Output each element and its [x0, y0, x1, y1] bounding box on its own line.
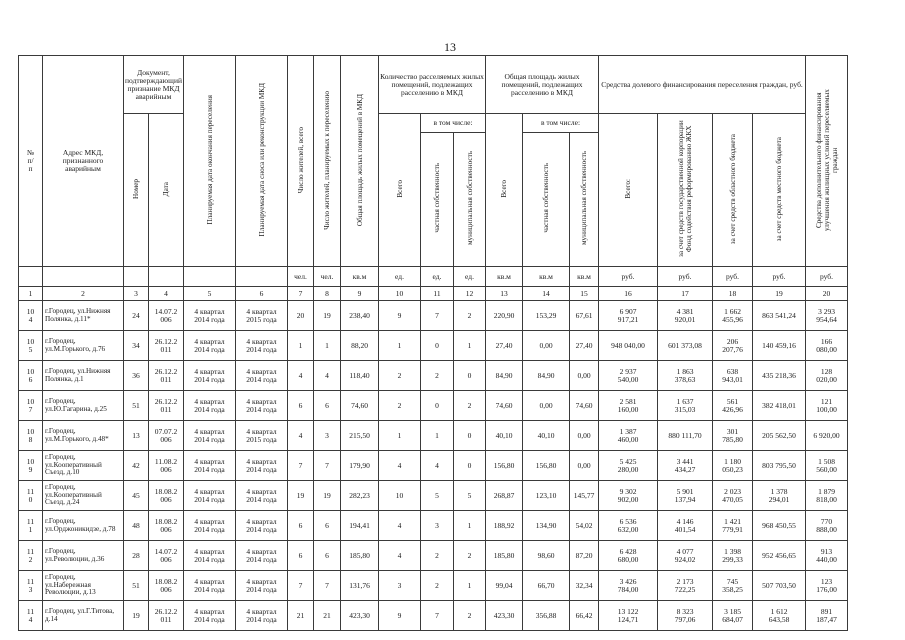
planned-end-cell: 4 квартал 2014 года	[184, 361, 236, 391]
rooms-municipal-cell: 2	[454, 541, 486, 571]
residents-total-cell: 7	[288, 571, 314, 601]
unit-cell: ед.	[454, 267, 486, 287]
area-municipal-cell: 54,02	[570, 511, 599, 541]
fin-total-cell: 6 428 680,00	[599, 541, 658, 571]
residents-planned-cell: 1	[314, 331, 341, 361]
col-header-rooms-municipal: муниципальная собственность	[454, 132, 486, 266]
area-total-cell: 27,40	[486, 331, 523, 361]
planned-demolish-cell: 4 квартал 2014 года	[236, 571, 288, 601]
local-cell: 803 795,50	[753, 451, 806, 481]
area-total-cell: 220,90	[486, 301, 523, 331]
col-header-residents-planned: Число жителей, планируемых к переселению	[314, 56, 341, 267]
col-header-area-including: в том числе:	[523, 114, 599, 133]
total-area-cell: 238,40	[341, 301, 379, 331]
col-header-rooms-group: Количество расселяемых жилых помещений, подлежащих расселению в МКД	[379, 56, 486, 114]
col-header-regional: за счет средств областного бюджета	[713, 114, 753, 267]
unit-cell: руб.	[753, 267, 806, 287]
column-numbers-row	[19, 287, 848, 301]
area-total-cell: 156,80	[486, 451, 523, 481]
local-cell: 205 562,50	[753, 421, 806, 451]
col-header-area-group: Общая площадь жилых помещений, подлежащих расселению в МКД	[486, 56, 599, 114]
total-area-cell: 74,60	[341, 391, 379, 421]
fin-total-cell: 13 122 124,71	[599, 601, 658, 631]
table-row	[19, 421, 848, 451]
rooms-private-cell: 1	[421, 421, 454, 451]
total-area-cell: 88,20	[341, 331, 379, 361]
planned-demolish-cell: 4 квартал 2015 года	[236, 301, 288, 331]
area-private-cell: 66,70	[523, 571, 570, 601]
fund-cell: 2 173 722,25	[658, 571, 713, 601]
col-header-planned-demolish: Планируемая дата сноса или реконструкции МКД	[236, 56, 288, 267]
planned-demolish-cell: 4 квартал 2014 года	[236, 511, 288, 541]
rooms-private-cell: 0	[421, 331, 454, 361]
table-row	[19, 481, 848, 511]
regional-cell: 1 398 299,33	[713, 541, 753, 571]
col-header-area-municipal: муниципальная собственность	[570, 132, 599, 266]
address-cell: г.Городец, ул.Орджоникидзе, д.78	[43, 511, 124, 541]
fund-cell: 4 146 401,54	[658, 511, 713, 541]
regional-cell: 1 662 455,96	[713, 301, 753, 331]
area-municipal-cell: 67,61	[570, 301, 599, 331]
area-private-cell: 40,10	[523, 421, 570, 451]
col-number: 16	[599, 287, 658, 301]
address-cell: г.Городец, ул.Набережная Революции, д.13	[43, 571, 124, 601]
col-header-local: за счет средств местного бюджета	[753, 114, 806, 267]
rooms-total-cell: 9	[379, 301, 421, 331]
doc-date-cell: 18.08.2 006	[149, 511, 184, 541]
doc-date-cell: 26.12.2 011	[149, 391, 184, 421]
col-number: 15	[570, 287, 599, 301]
fin-total-cell: 6 536 632,00	[599, 511, 658, 541]
table-row	[19, 451, 848, 481]
col-number: 10	[379, 287, 421, 301]
area-private-cell: 134,90	[523, 511, 570, 541]
rooms-private-cell: 2	[421, 571, 454, 601]
fin-total-cell: 9 302 902,00	[599, 481, 658, 511]
doc-number-cell: 24	[124, 301, 149, 331]
rooms-total-cell: 2	[379, 391, 421, 421]
rooms-total-cell: 2	[379, 361, 421, 391]
rooms-private-cell: 2	[421, 361, 454, 391]
residents-planned-cell: 4	[314, 361, 341, 391]
additional-cell: 1 879 818,00	[806, 481, 848, 511]
residents-planned-cell: 7	[314, 571, 341, 601]
col-header-rooms-including: в том числе:	[421, 114, 486, 133]
regional-cell: 1 421 779,91	[713, 511, 753, 541]
additional-cell: 770 888,00	[806, 511, 848, 541]
col-number: 6	[236, 287, 288, 301]
area-total-cell: 99,04	[486, 571, 523, 601]
col-number: 12	[454, 287, 486, 301]
rooms-municipal-cell: 2	[454, 601, 486, 631]
doc-date-cell: 18.08.2 006	[149, 481, 184, 511]
fund-cell: 3 441 434,27	[658, 451, 713, 481]
address-cell: г.Городец, ул.Революции, д.36	[43, 541, 124, 571]
fund-cell: 1 637 315,03	[658, 391, 713, 421]
row-number: 10 7	[19, 391, 43, 421]
area-total-cell: 40,10	[486, 421, 523, 451]
area-total-cell: 423,30	[486, 601, 523, 631]
address-cell: г.Городец, ул.Кооперативный Съезд, д.10	[43, 451, 124, 481]
row-number: 10 5	[19, 331, 43, 361]
additional-cell: 913 440,00	[806, 541, 848, 571]
local-cell: 1 612 643,58	[753, 601, 806, 631]
residents-total-cell: 6	[288, 511, 314, 541]
planned-end-cell: 4 квартал 2014 года	[184, 391, 236, 421]
additional-cell: 1 508 560,00	[806, 451, 848, 481]
total-area-cell: 282,23	[341, 481, 379, 511]
residents-planned-cell: 6	[314, 391, 341, 421]
fin-total-cell: 948 040,00	[599, 331, 658, 361]
local-cell: 1 378 294,01	[753, 481, 806, 511]
col-header-area-private: частная собственность	[523, 132, 570, 266]
unit-cell: кв.м	[341, 267, 379, 287]
area-private-cell: 356,88	[523, 601, 570, 631]
total-area-cell: 185,80	[341, 541, 379, 571]
additional-cell: 3 293 954,64	[806, 301, 848, 331]
total-area-cell: 423,30	[341, 601, 379, 631]
planned-demolish-cell: 4 квартал 2014 года	[236, 601, 288, 631]
area-municipal-cell: 27,40	[570, 331, 599, 361]
fin-total-cell: 1 387 460,00	[599, 421, 658, 451]
total-area-cell: 179,90	[341, 451, 379, 481]
residents-total-cell: 21	[288, 601, 314, 631]
col-header-area-total: Всего	[486, 114, 523, 267]
rooms-total-cell: 3	[379, 571, 421, 601]
rooms-municipal-cell: 1	[454, 331, 486, 361]
fund-cell: 1 863 378,63	[658, 361, 713, 391]
additional-cell: 166 080,00	[806, 331, 848, 361]
planned-end-cell: 4 квартал 2014 года	[184, 601, 236, 631]
rooms-total-cell: 1	[379, 421, 421, 451]
doc-date-cell: 26.12.2 011	[149, 601, 184, 631]
regional-cell: 2 023 470,05	[713, 481, 753, 511]
planned-demolish-cell: 4 квартал 2014 года	[236, 361, 288, 391]
area-municipal-cell: 0,00	[570, 421, 599, 451]
rooms-municipal-cell: 2	[454, 391, 486, 421]
col-number: 5	[184, 287, 236, 301]
col-header-total-area: Общая площадь жилых помещений в МКД	[341, 56, 379, 267]
row-number: 10 4	[19, 301, 43, 331]
regional-cell: 638 943,01	[713, 361, 753, 391]
planned-demolish-cell: 4 квартал 2014 года	[236, 451, 288, 481]
doc-number-cell: 13	[124, 421, 149, 451]
rooms-private-cell: 7	[421, 601, 454, 631]
row-number: 10 9	[19, 451, 43, 481]
fund-cell: 8 323 797,06	[658, 601, 713, 631]
residents-planned-cell: 7	[314, 451, 341, 481]
unit-cell: руб.	[658, 267, 713, 287]
unit-cell: кв.м	[523, 267, 570, 287]
local-cell: 952 456,65	[753, 541, 806, 571]
address-cell: г.Городец, ул.Нижняя Полянка, д.11*	[43, 301, 124, 331]
total-area-cell: 118,40	[341, 361, 379, 391]
rooms-total-cell: 9	[379, 601, 421, 631]
residents-planned-cell: 19	[314, 481, 341, 511]
regional-cell: 745 358,25	[713, 571, 753, 601]
address-cell: г.Городец, ул.Нижняя Полянка, д.1	[43, 361, 124, 391]
col-header-additional: Средства дополнительного финансирования улучшения жилищных условий переселяемых граждан	[806, 56, 848, 267]
rooms-total-cell: 4	[379, 451, 421, 481]
rooms-municipal-cell: 0	[454, 361, 486, 391]
fund-cell: 601 373,08	[658, 331, 713, 361]
rooms-private-cell: 7	[421, 301, 454, 331]
unit-cell: кв.м	[486, 267, 523, 287]
fin-total-cell: 6 907 917,21	[599, 301, 658, 331]
col-header-doc-date: Дата	[149, 114, 184, 267]
total-area-cell: 194,41	[341, 511, 379, 541]
residents-planned-cell: 19	[314, 301, 341, 331]
col-header-fund: за счет средств государственной корпорации Фонд содействия реформированию ЖКХ	[658, 114, 713, 267]
row-number: 11 1	[19, 511, 43, 541]
table-row	[19, 601, 848, 631]
residents-planned-cell: 3	[314, 421, 341, 451]
address-cell: г.Городец, ул.Кооперативный Съезд, д.24	[43, 481, 124, 511]
rooms-municipal-cell: 5	[454, 481, 486, 511]
doc-number-cell: 36	[124, 361, 149, 391]
col-header-planned-end: Планируемая дата окончания переселения	[184, 56, 236, 267]
fund-cell: 4 077 924,02	[658, 541, 713, 571]
local-cell: 968 450,55	[753, 511, 806, 541]
regional-cell: 3 185 684,07	[713, 601, 753, 631]
residents-total-cell: 7	[288, 451, 314, 481]
col-number: 17	[658, 287, 713, 301]
row-number: 11 4	[19, 601, 43, 631]
planned-end-cell: 4 квартал 2014 года	[184, 541, 236, 571]
doc-date-cell: 26.12.2 011	[149, 331, 184, 361]
col-header-rooms-total: Всего	[379, 114, 421, 267]
address-cell: г.Городец, ул.М.Горького, д.76	[43, 331, 124, 361]
fin-total-cell: 2 937 540,00	[599, 361, 658, 391]
residents-total-cell: 1	[288, 331, 314, 361]
col-header-address: Адрес МКД, признанного аварийным	[43, 56, 124, 267]
area-private-cell: 98,60	[523, 541, 570, 571]
doc-number-cell: 34	[124, 331, 149, 361]
rooms-private-cell: 3	[421, 511, 454, 541]
regional-cell: 206 207,76	[713, 331, 753, 361]
local-cell: 382 418,01	[753, 391, 806, 421]
table-row	[19, 361, 848, 391]
area-municipal-cell: 66,42	[570, 601, 599, 631]
header-row-including	[19, 114, 848, 133]
row-number: 11 2	[19, 541, 43, 571]
unit-cell: чел.	[314, 267, 341, 287]
col-number: 19	[753, 287, 806, 301]
fin-total-cell: 5 425 280,00	[599, 451, 658, 481]
table-row	[19, 541, 848, 571]
doc-date-cell: 14.07.2 006	[149, 541, 184, 571]
page-number: 13	[444, 40, 456, 54]
table-row	[19, 511, 848, 541]
rooms-total-cell: 4	[379, 511, 421, 541]
doc-date-cell: 07.07.2 006	[149, 421, 184, 451]
fund-cell: 4 381 920,01	[658, 301, 713, 331]
unit-cell: руб.	[599, 267, 658, 287]
area-private-cell: 84,90	[523, 361, 570, 391]
doc-date-cell: 26.12.2 011	[149, 361, 184, 391]
rooms-private-cell: 0	[421, 391, 454, 421]
table-row	[19, 391, 848, 421]
units-row	[19, 267, 848, 287]
fin-total-cell: 3 426 784,00	[599, 571, 658, 601]
planned-end-cell: 4 квартал 2014 года	[184, 301, 236, 331]
local-cell: 435 218,36	[753, 361, 806, 391]
col-number: 7	[288, 287, 314, 301]
area-municipal-cell: 74,60	[570, 391, 599, 421]
col-number: 1	[19, 287, 43, 301]
local-cell: 863 541,24	[753, 301, 806, 331]
address-cell: г.Городец, ул.Г.Титова, д.14	[43, 601, 124, 631]
area-total-cell: 74,60	[486, 391, 523, 421]
area-private-cell: 0,00	[523, 391, 570, 421]
additional-cell: 123 176,00	[806, 571, 848, 601]
col-header-num: № п/ п	[19, 56, 43, 267]
planned-end-cell: 4 квартал 2014 года	[184, 481, 236, 511]
rooms-municipal-cell: 1	[454, 511, 486, 541]
rooms-total-cell: 1	[379, 331, 421, 361]
doc-number-cell: 42	[124, 451, 149, 481]
residents-total-cell: 20	[288, 301, 314, 331]
total-area-cell: 215,50	[341, 421, 379, 451]
unit-cell: руб.	[713, 267, 753, 287]
planned-end-cell: 4 квартал 2014 года	[184, 571, 236, 601]
unit-cell: чел.	[288, 267, 314, 287]
rooms-total-cell: 10	[379, 481, 421, 511]
area-municipal-cell: 0,00	[570, 361, 599, 391]
residents-total-cell: 6	[288, 391, 314, 421]
rooms-private-cell: 4	[421, 451, 454, 481]
planned-demolish-cell: 4 квартал 2014 года	[236, 481, 288, 511]
planned-demolish-cell: 4 квартал 2015 года	[236, 421, 288, 451]
fund-cell: 5 901 137,94	[658, 481, 713, 511]
doc-number-cell: 45	[124, 481, 149, 511]
col-header-residents-total: Число жителей, всего	[288, 56, 314, 267]
row-number: 11 3	[19, 571, 43, 601]
residents-total-cell: 4	[288, 361, 314, 391]
area-private-cell: 123,10	[523, 481, 570, 511]
col-number: 8	[314, 287, 341, 301]
local-cell: 140 459,16	[753, 331, 806, 361]
doc-date-cell: 14.07.2 006	[149, 301, 184, 331]
rooms-municipal-cell: 2	[454, 301, 486, 331]
area-total-cell: 185,80	[486, 541, 523, 571]
planned-demolish-cell: 4 квартал 2014 года	[236, 331, 288, 361]
col-number: 11	[421, 287, 454, 301]
additional-cell: 121 100,00	[806, 391, 848, 421]
additional-cell: 128 020,00	[806, 361, 848, 391]
unit-cell: ед.	[379, 267, 421, 287]
regional-cell: 301 785,80	[713, 421, 753, 451]
area-total-cell: 84,90	[486, 361, 523, 391]
col-header-doc-number: Номер	[124, 114, 149, 267]
col-number: 9	[341, 287, 379, 301]
area-total-cell: 188,92	[486, 511, 523, 541]
area-total-cell: 268,87	[486, 481, 523, 511]
row-number: 10 8	[19, 421, 43, 451]
rooms-private-cell: 5	[421, 481, 454, 511]
local-cell: 507 703,50	[753, 571, 806, 601]
address-cell: г.Городец, ул.Ю.Гагарина, д.25	[43, 391, 124, 421]
address-cell: г.Городец, ул.М.Горького, д.48*	[43, 421, 124, 451]
additional-cell: 891 187,47	[806, 601, 848, 631]
doc-number-cell: 51	[124, 391, 149, 421]
regional-cell: 561 426,96	[713, 391, 753, 421]
planned-demolish-cell: 4 квартал 2014 года	[236, 541, 288, 571]
total-area-cell: 131,76	[341, 571, 379, 601]
residents-total-cell: 4	[288, 421, 314, 451]
residents-planned-cell: 6	[314, 541, 341, 571]
area-municipal-cell: 0,00	[570, 451, 599, 481]
table-row	[19, 331, 848, 361]
residents-total-cell: 19	[288, 481, 314, 511]
planned-end-cell: 4 квартал 2014 года	[184, 331, 236, 361]
col-number: 14	[523, 287, 570, 301]
doc-number-cell: 19	[124, 601, 149, 631]
doc-number-cell: 51	[124, 571, 149, 601]
rooms-municipal-cell: 1	[454, 571, 486, 601]
col-header-fin-total: Всего:	[599, 114, 658, 267]
header-row-top	[19, 56, 848, 114]
residents-total-cell: 6	[288, 541, 314, 571]
doc-number-cell: 28	[124, 541, 149, 571]
rooms-total-cell: 4	[379, 541, 421, 571]
residents-planned-cell: 21	[314, 601, 341, 631]
residents-planned-cell: 6	[314, 511, 341, 541]
col-number: 2	[43, 287, 124, 301]
table-body	[19, 301, 848, 631]
planned-demolish-cell: 4 квартал 2014 года	[236, 391, 288, 421]
area-private-cell: 156,80	[523, 451, 570, 481]
doc-date-cell: 11.08.2 006	[149, 451, 184, 481]
doc-number-cell: 48	[124, 511, 149, 541]
resettlement-table	[18, 55, 848, 631]
fin-total-cell: 2 581 160,00	[599, 391, 658, 421]
fund-cell: 880 111,70	[658, 421, 713, 451]
col-number: 13	[486, 287, 523, 301]
rooms-municipal-cell: 0	[454, 451, 486, 481]
unit-cell: руб.	[806, 267, 848, 287]
doc-date-cell: 18.08.2 006	[149, 571, 184, 601]
row-number: 10 6	[19, 361, 43, 391]
col-header-document: Документ, подтверждающий признание МКД аварийным	[124, 56, 184, 114]
col-header-rooms-private: частная собственность	[421, 132, 454, 266]
table-row	[19, 571, 848, 601]
unit-cell: ед.	[421, 267, 454, 287]
planned-end-cell: 4 квартал 2014 года	[184, 421, 236, 451]
planned-end-cell: 4 квартал 2014 года	[184, 451, 236, 481]
rooms-municipal-cell: 0	[454, 421, 486, 451]
area-private-cell: 153,29	[523, 301, 570, 331]
area-private-cell: 0,00	[523, 331, 570, 361]
col-header-financing-group: Средства долевого финансирования переселения граждан, руб.	[599, 56, 806, 114]
rooms-private-cell: 2	[421, 541, 454, 571]
unit-cell: кв.м	[570, 267, 599, 287]
area-municipal-cell: 145,77	[570, 481, 599, 511]
col-number: 3	[124, 287, 149, 301]
col-number: 20	[806, 287, 848, 301]
table-row	[19, 301, 848, 331]
area-municipal-cell: 32,34	[570, 571, 599, 601]
row-number: 11 0	[19, 481, 43, 511]
area-municipal-cell: 87,20	[570, 541, 599, 571]
planned-end-cell: 4 квартал 2014 года	[184, 511, 236, 541]
additional-cell: 6 920,00	[806, 421, 848, 451]
col-number: 18	[713, 287, 753, 301]
col-number: 4	[149, 287, 184, 301]
regional-cell: 1 180 050,23	[713, 451, 753, 481]
